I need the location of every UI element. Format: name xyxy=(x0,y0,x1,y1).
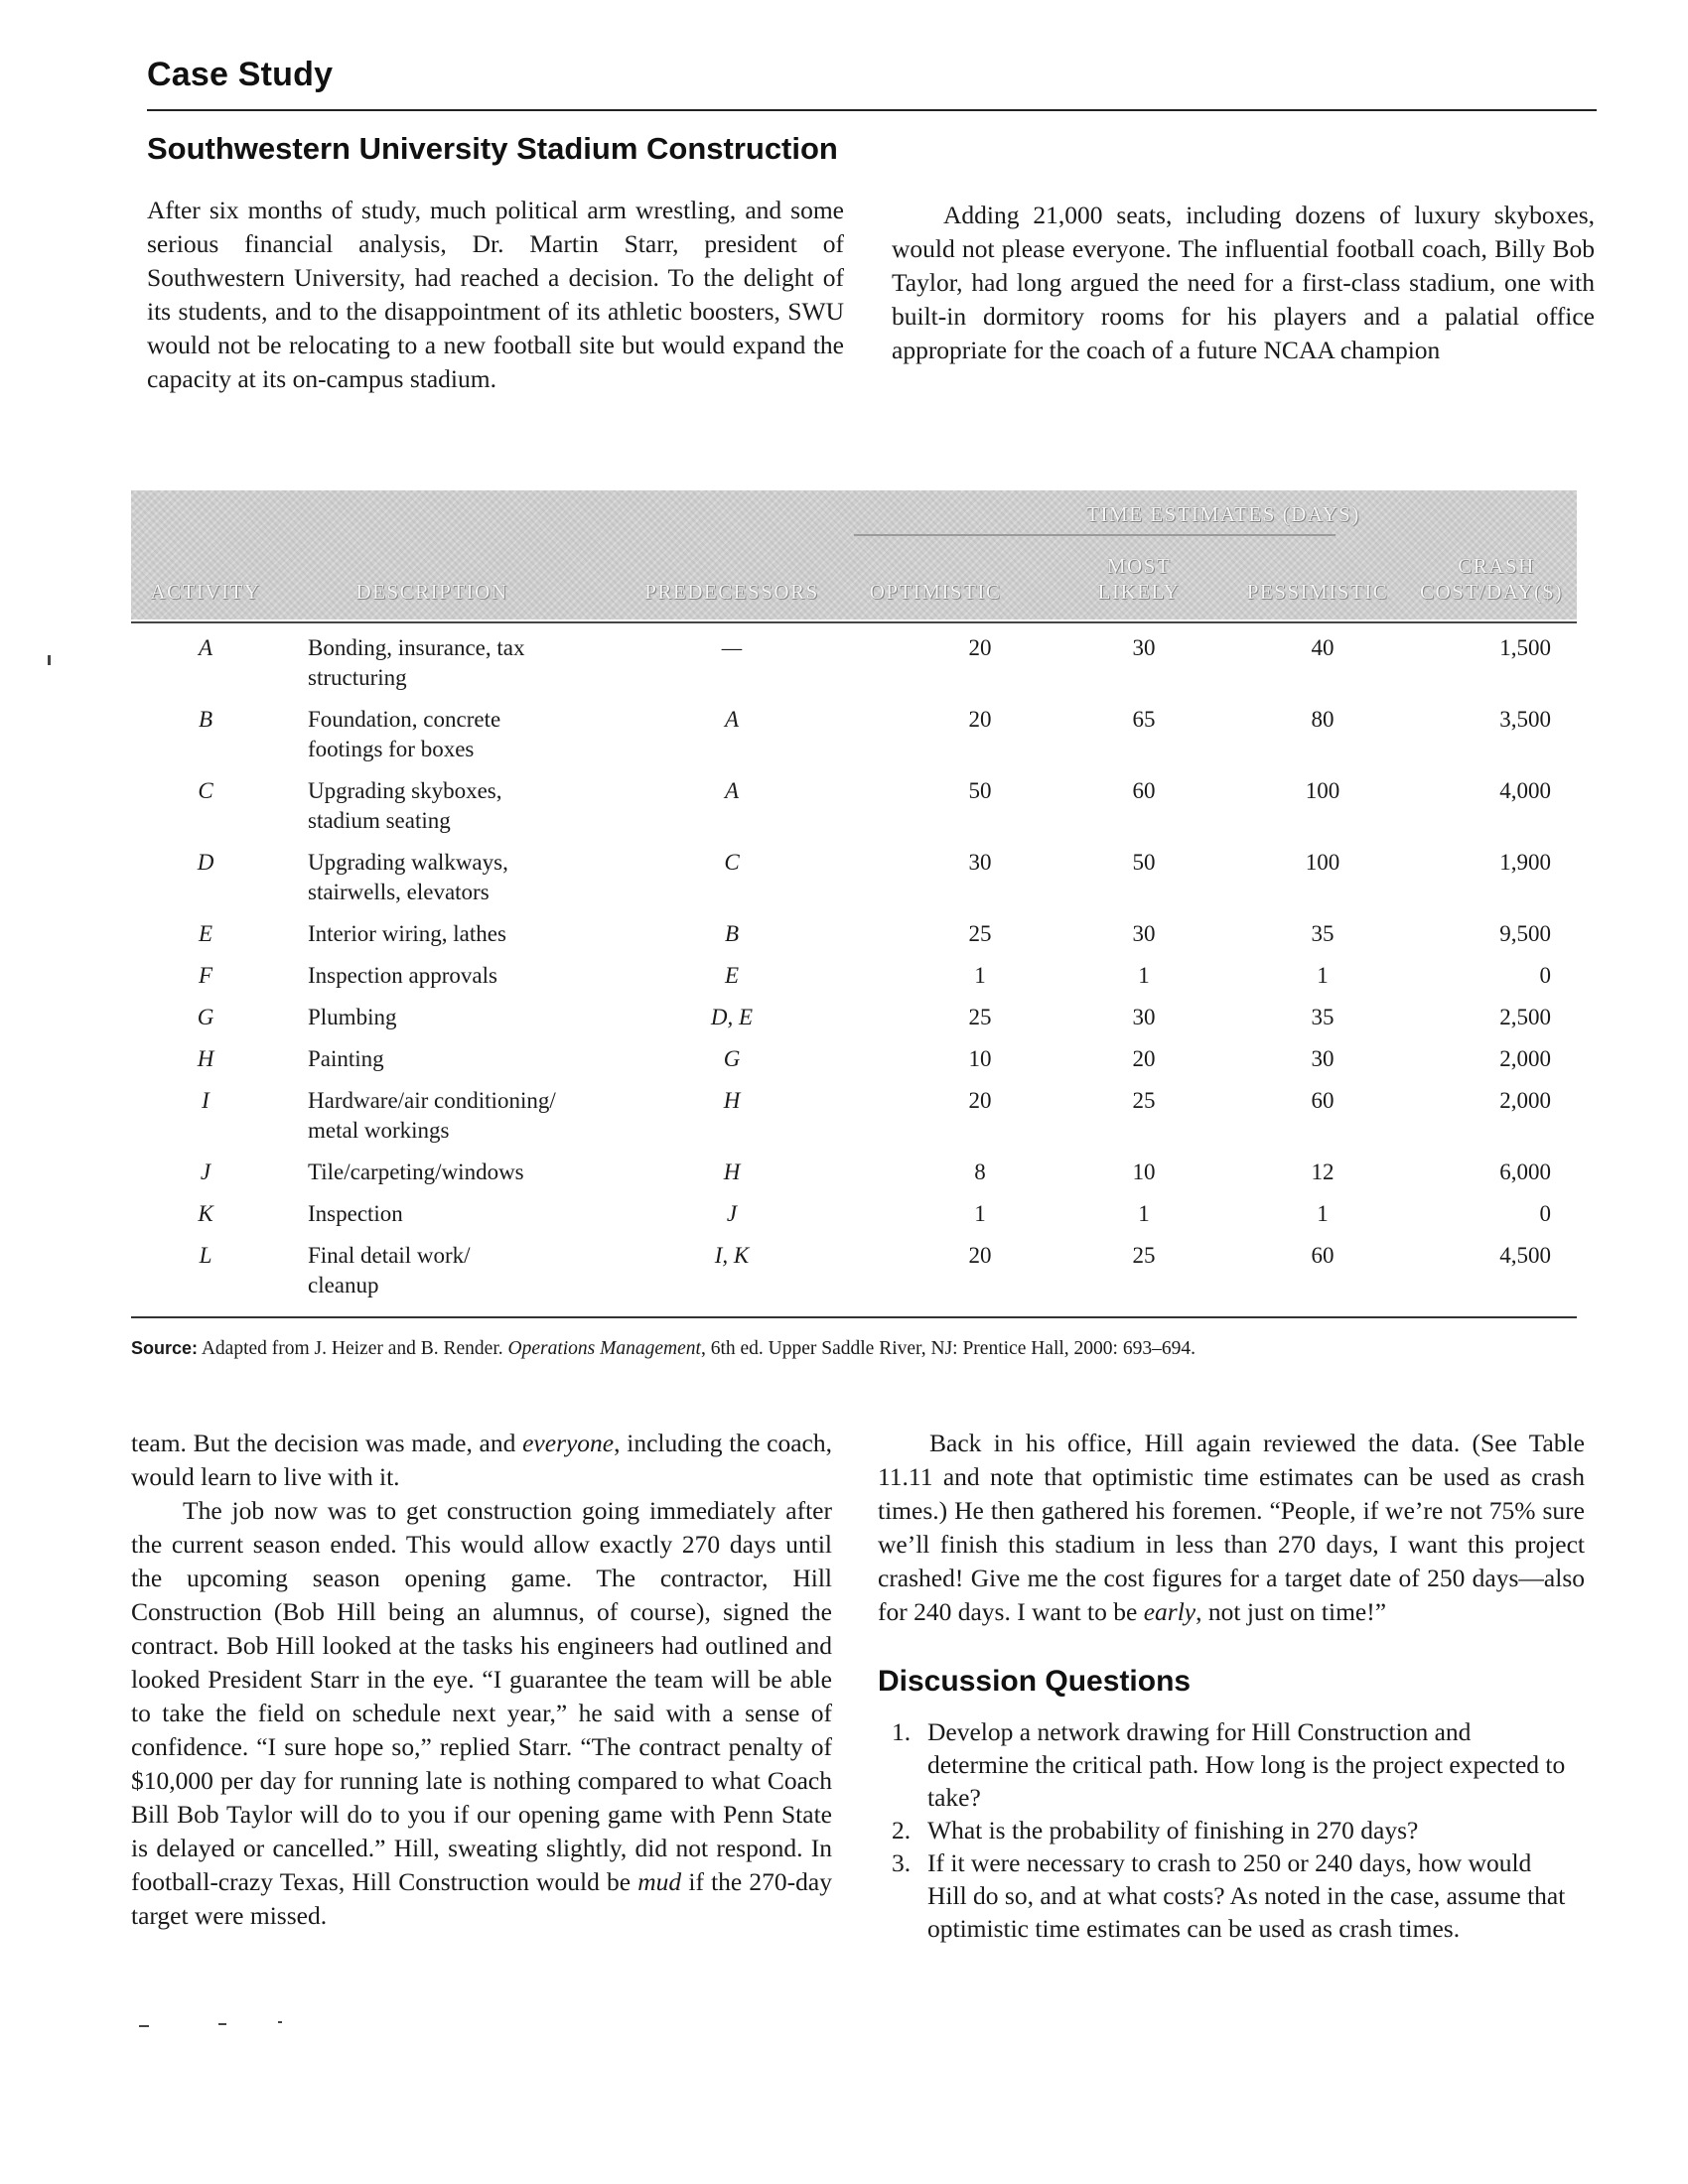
source-text-post: , 6th ed. Upper Saddle River, NJ: Prentice Hall, 2000: 693–694. xyxy=(700,1338,1196,1359)
table-source-note xyxy=(131,1335,1581,1362)
item-number: 1. xyxy=(892,1717,912,1746)
item-number: 2. xyxy=(892,1816,912,1844)
scan-mark xyxy=(139,2025,149,2027)
predecessors-cell: — xyxy=(721,635,743,660)
activity-cell: L xyxy=(199,1243,212,1268)
description-line: Tile/carpeting/windows xyxy=(308,1160,524,1184)
most-likely-cell: 65 xyxy=(1132,707,1156,732)
crash-cost-cell: 1,500 xyxy=(1499,635,1551,660)
activity-cell: E xyxy=(198,921,213,946)
description-line: Inspection approvals xyxy=(308,963,497,988)
discussion-list xyxy=(878,1715,1573,1945)
column-header-pessimistic: PESSIMISTIC xyxy=(1246,580,1389,604)
table-header xyxy=(131,490,1577,619)
emphasis-text: early xyxy=(1143,1597,1196,1626)
predecessors-cell: H xyxy=(723,1088,741,1113)
crash-cost-cell: 6,000 xyxy=(1499,1160,1551,1184)
description-line: Interior wiring, lathes xyxy=(308,921,506,946)
description-line: Final detail work/ xyxy=(308,1243,471,1268)
item-text: What is the probability of finishing in 270 days? xyxy=(927,1816,1419,1844)
pessimistic-cell: 35 xyxy=(1311,921,1335,946)
crash-cost-cell: 2,000 xyxy=(1499,1088,1551,1113)
crash-cost-cell: 4,000 xyxy=(1499,778,1551,803)
scan-mark xyxy=(278,2021,282,2023)
column-header-activity: ACTIVITY xyxy=(150,580,261,604)
column-header-description: DESCRIPTION xyxy=(355,580,508,604)
discussion-item xyxy=(878,1715,1573,1814)
description-line: Plumbing xyxy=(308,1005,397,1029)
predecessors-cell: J xyxy=(726,1201,738,1226)
predecessors-cell: G xyxy=(723,1046,741,1071)
optimistic-cell: 1 xyxy=(974,1201,986,1226)
optimistic-cell: 30 xyxy=(968,850,992,875)
activity-cell: H xyxy=(197,1046,214,1071)
crash-cost-cell: 0 xyxy=(1539,1201,1551,1226)
pessimistic-cell: 35 xyxy=(1311,1005,1335,1029)
group-header-rule xyxy=(854,534,1336,536)
column-header-optimistic: OPTIMISTIC xyxy=(869,580,1002,604)
description-cell xyxy=(308,848,596,907)
description-cell xyxy=(308,776,596,836)
predecessors-cell: H xyxy=(723,1160,741,1184)
description-cell xyxy=(308,1003,596,1032)
body-right-column xyxy=(878,1427,1585,1629)
text-run: if the 270-day target were missed. xyxy=(131,1867,832,1930)
body-left-column xyxy=(131,1427,832,1933)
description-cell xyxy=(308,1044,596,1074)
most-likely-cell: 1 xyxy=(1138,963,1150,988)
description-cell xyxy=(308,705,596,764)
item-text: If it were necessary to crash to 250 or 240 days, how would Hill do so, and at what costs? As noted in the case, assume that optimistic time estimates can be used as crash times. xyxy=(927,1848,1566,1943)
optimistic-cell: 10 xyxy=(968,1046,992,1071)
description-line: structuring xyxy=(308,665,407,690)
predecessors-cell: E xyxy=(724,963,740,988)
most-likely-cell: 25 xyxy=(1132,1243,1156,1268)
optimistic-cell: 20 xyxy=(968,1088,992,1113)
item-text: Develop a network drawing for Hill Construction and determine the critical path. How long is the project expected to take? xyxy=(927,1717,1566,1812)
pessimistic-cell: 12 xyxy=(1311,1160,1335,1184)
description-line: Bonding, insurance, tax xyxy=(308,635,525,660)
description-cell xyxy=(308,961,596,991)
activity-cell: B xyxy=(198,707,213,732)
text-run: Back in his office, Hill again reviewed the data. (See Table 11.11 and note that optimistic time estimates can be used as crash times.) He then gathered his foremen. “People, if we’re not 75% sure we’ll finish this stadium in less than 270 days, I want this project crashed! Give me the cost figures for a target date of 250 days—also for 240 days. I want to be xyxy=(878,1429,1585,1626)
predecessors-cell: A xyxy=(724,707,740,732)
most-likely-cell: 10 xyxy=(1132,1160,1156,1184)
optimistic-cell: 25 xyxy=(968,1005,992,1029)
description-line: Hardware/air conditioning/ xyxy=(308,1088,556,1113)
predecessors-cell: A xyxy=(724,778,740,803)
description-cell xyxy=(308,919,596,949)
optimistic-cell: 20 xyxy=(968,1243,992,1268)
activity-cell: J xyxy=(200,1160,211,1184)
pessimistic-cell: 100 xyxy=(1305,850,1340,875)
text-run: , including the coach, would learn to live with it. xyxy=(131,1429,832,1491)
column-header-cost-per-day: COST/DAY($) xyxy=(1419,580,1564,604)
most-likely-cell: 1 xyxy=(1138,1201,1150,1226)
pessimistic-cell: 1 xyxy=(1317,963,1329,988)
source-book-title: Operations Management xyxy=(507,1338,701,1359)
most-likely-cell: 20 xyxy=(1132,1046,1156,1071)
discussion-item xyxy=(878,1846,1573,1945)
description-cell xyxy=(308,633,596,693)
pessimistic-cell: 100 xyxy=(1305,778,1340,803)
crash-cost-cell: 2,000 xyxy=(1499,1046,1551,1071)
description-cell xyxy=(308,1199,596,1229)
optimistic-cell: 25 xyxy=(968,921,992,946)
discussion-title: Discussion Questions xyxy=(878,1665,1192,1698)
most-likely-cell: 30 xyxy=(1132,921,1156,946)
crash-cost-cell: 9,500 xyxy=(1499,921,1551,946)
text-run: , not just on time!” xyxy=(1196,1597,1387,1626)
crash-cost-cell: 2,500 xyxy=(1499,1005,1551,1029)
description-line: Foundation, concrete xyxy=(308,707,501,732)
pessimistic-cell: 1 xyxy=(1317,1201,1329,1226)
description-line: Upgrading skyboxes, xyxy=(308,778,502,803)
body-right-paragraph-1 xyxy=(878,1427,1585,1629)
discussion-item xyxy=(878,1814,1573,1846)
pessimistic-cell: 30 xyxy=(1311,1046,1335,1071)
pessimistic-cell: 80 xyxy=(1311,707,1335,732)
crash-cost-cell: 1,900 xyxy=(1499,850,1551,875)
predecessors-cell: B xyxy=(724,921,740,946)
description-line: Upgrading walkways, xyxy=(308,850,508,875)
predecessors-cell: D, E xyxy=(710,1005,754,1029)
activity-cell: F xyxy=(198,963,213,988)
header-rule xyxy=(147,109,1597,111)
case-title: Southwestern University Stadium Construction xyxy=(147,131,838,166)
description-line: footings for boxes xyxy=(308,737,475,761)
description-cell xyxy=(308,1086,596,1146)
intro-right-paragraph: Adding 21,000 seats, including dozens of luxury skyboxes, would not please everyone. The influential football coach, Billy Bob Taylor, had long argued the need for a first-class stadium, one with built-in dormitory rooms for his players and a palatial office appropriate for the coach of a future NCAA champion xyxy=(892,201,1595,364)
description-cell xyxy=(308,1241,596,1300)
pessimistic-cell: 60 xyxy=(1311,1243,1335,1268)
scan-mark xyxy=(218,2023,226,2025)
description-line: stadium seating xyxy=(308,808,451,833)
source-label: Source: xyxy=(131,1338,199,1358)
text-run: team. But the decision was made, and xyxy=(131,1429,523,1457)
activity-cell: A xyxy=(198,635,213,660)
text-run: The job now was to get construction going immediately after the current season ended. This would allow exactly 270 days until the upcoming season opening game. The contractor, Hill Construction (Bob Hill being an alumnus, of course), signed the contract. Bob Hill looked at the tasks his engineers had outlined and looked President Starr in the eye. “I guarantee the team will be able to take the field on schedule next year,” he said with a sense of confidence. “I sure hope so,” replied Starr. “The contract penalty of $10,000 per day for running late is nothing compared to what Coach Bill Bob Taylor will do to you if our opening game with Penn State is delayed or cancelled.” Hill, sweating slightly, did not respond. In football-crazy Texas, Hill Construction would be xyxy=(131,1496,832,1896)
activity-cell: C xyxy=(198,778,213,803)
column-header-crash: CRASH xyxy=(1458,554,1535,578)
table-bottom-rule xyxy=(131,1316,1577,1318)
optimistic-cell: 20 xyxy=(968,635,992,660)
description-line: stairwells, elevators xyxy=(308,880,490,904)
most-likely-cell: 60 xyxy=(1132,778,1156,803)
item-number: 3. xyxy=(892,1848,912,1877)
crash-cost-cell: 4,500 xyxy=(1499,1243,1551,1268)
activity-cell: K xyxy=(198,1201,213,1226)
most-likely-cell: 30 xyxy=(1132,635,1156,660)
body-left-paragraph-2 xyxy=(131,1494,832,1933)
optimistic-cell: 20 xyxy=(968,707,992,732)
source-text-pre: Adapted from J. Heizer and B. Render. xyxy=(201,1338,508,1359)
predecessors-cell: C xyxy=(724,850,740,875)
body-left-paragraph-1 xyxy=(131,1427,832,1494)
optimistic-cell: 50 xyxy=(968,778,992,803)
optimistic-cell: 1 xyxy=(974,963,986,988)
emphasis-text: everyone xyxy=(522,1429,615,1457)
pessimistic-cell: 40 xyxy=(1311,635,1335,660)
description-line: Inspection xyxy=(308,1201,403,1226)
most-likely-cell: 30 xyxy=(1132,1005,1156,1029)
description-cell xyxy=(308,1158,596,1187)
column-header-predecessors: PREDECESSORS xyxy=(644,580,819,604)
most-likely-cell: 25 xyxy=(1132,1088,1156,1113)
table-header-rule xyxy=(131,621,1577,623)
pessimistic-cell: 60 xyxy=(1311,1088,1335,1113)
section-label: Case Study xyxy=(147,56,334,93)
column-header-most: MOST xyxy=(1106,554,1172,578)
crash-cost-cell: 3,500 xyxy=(1499,707,1551,732)
emphasis-text: mud xyxy=(637,1867,682,1896)
column-header-likely: LIKELY xyxy=(1097,580,1181,604)
activity-cell: I xyxy=(202,1088,210,1113)
description-line: cleanup xyxy=(308,1273,379,1297)
predecessors-cell: I, K xyxy=(714,1243,750,1268)
crash-cost-cell: 0 xyxy=(1539,963,1551,988)
activity-cell: D xyxy=(197,850,214,875)
optimistic-cell: 8 xyxy=(974,1160,986,1184)
group-header-time-estimates: TIME ESTIMATES (DAYS) xyxy=(1086,502,1360,526)
intro-left-paragraph: After six months of study, much political arm wrestling, and some serious financial analysis, Dr. Martin Starr, president of Southwestern University, had reached a decision. To the delight of its students, and to the disappointment of its athletic boosters, SWU would not be relocating to a new football site but would expand the capacity at its on-campus stadium. xyxy=(147,196,844,393)
activity-cell: G xyxy=(197,1005,214,1029)
description-line: metal workings xyxy=(308,1118,450,1143)
description-line: Painting xyxy=(308,1046,384,1071)
most-likely-cell: 50 xyxy=(1132,850,1156,875)
scan-mark xyxy=(48,655,51,665)
